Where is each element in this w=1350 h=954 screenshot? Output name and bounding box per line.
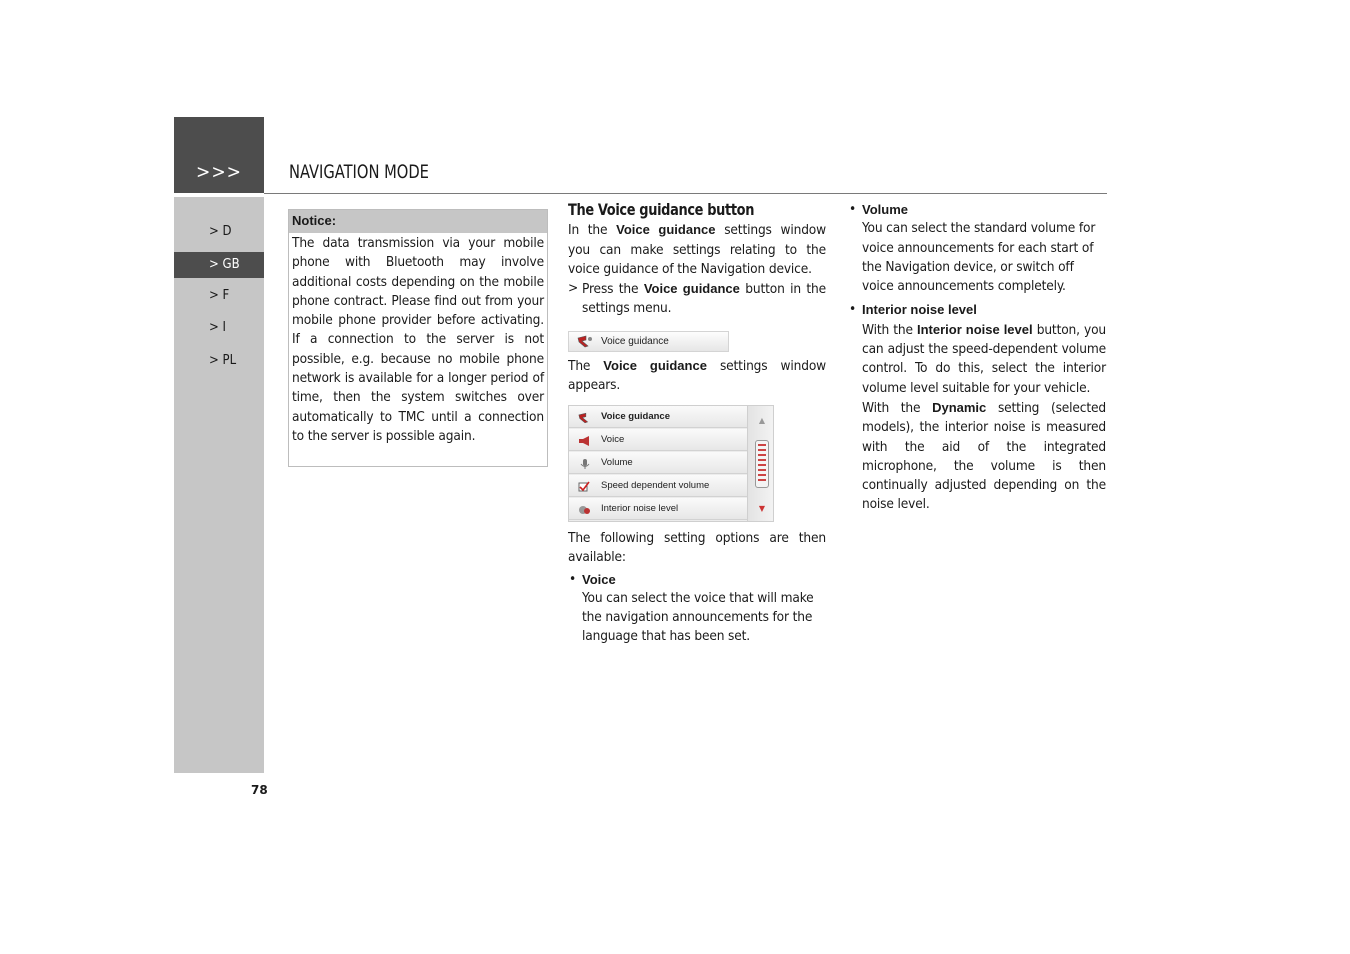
step-marker: > [568,280,579,297]
options-text-block [568,529,826,647]
bullet-interior-noise-level [848,300,1106,514]
step-bold: Voice guidance [643,281,740,297]
p2-bold: Dynamic [932,399,987,415]
bullet-paragraph-1 [862,320,1106,398]
appears-text-block [568,356,826,396]
language-sidebar [174,197,264,773]
window-row-label: Voice guidance [601,411,670,422]
right-column [848,200,1106,515]
noise-level-icon [578,503,592,522]
bullet-volume [848,200,1106,296]
section-title: The Voice guidance button [568,200,755,219]
lang-item-i[interactable]: > I [209,320,226,335]
window-row-label: Interior noise level [601,503,679,514]
appears-pre: The [568,358,591,374]
bullet-text: You can select the standard volume for voice announcements for each start of the Navigation device, or switch off voice announcements completely. [862,220,1096,295]
p1-bold: Interior noise level [916,321,1033,337]
window-row-volume [569,452,747,474]
lang-item-pl[interactable]: > PL [209,353,237,368]
scroll-up-icon: ▲ [758,416,766,425]
window-row-voice-guidance [569,406,747,428]
notice-box [288,209,548,467]
window-row-label: Volume [601,457,633,468]
notice-title: Notice: [289,210,547,233]
window-scrollbar [747,406,774,522]
sidebar-header [174,117,264,193]
lang-item-d[interactable]: > D [209,224,232,239]
bullet-dot: • [849,301,857,318]
step-instruction [568,279,826,319]
bullet-paragraph-2 [862,398,1106,515]
voice-guidance-button-image [568,331,729,352]
scroll-down-icon: ▼ [758,504,766,513]
bullet-text: You can select the voice that will make the navigation announcements for the language that has been set. [582,589,814,645]
lang-item-f[interactable]: > F [209,288,230,303]
intro-post: settings window you can make settings relating to the voice guidance of the Navigation device. [568,222,826,277]
appears-paragraph [568,356,826,396]
window-row-label: Speed dependent volume [601,480,710,491]
p2-pre: With the [862,399,921,416]
scroll-thumb [755,440,769,488]
intro-bold: Voice guidance [616,222,716,238]
middle-column [568,200,826,319]
p1-pre: With the [862,321,913,338]
options-paragraph: The following setting options are then available: [568,530,826,566]
page-title: NAVIGATION MODE [289,161,429,183]
voice-guidance-icon [577,335,593,355]
window-row-voice [569,429,747,451]
page-number: 78 [251,783,268,797]
window-row-speed-dependent-volume [569,475,747,497]
bullet-title: Interior noise level [862,302,977,318]
bullet-title: Volume [862,202,908,217]
intro-paragraph [568,220,826,279]
chevrons-icon: >>> [196,161,242,183]
step-pre: Press the [582,281,639,298]
header-divider [264,193,1107,194]
appears-post: settings window appears. [568,358,826,394]
bullet-dot: • [849,201,857,217]
p2-post: setting (selected models), the interior noise is measured with the aid of the integrated microphone, the volume is then continually adjusted depending on the noise level. [862,399,1106,513]
window-row-label: Voice [601,434,625,445]
bullet-title: Voice [582,571,616,587]
step-post: button in the settings menu. [582,281,826,317]
appears-bold: Voice guidance [603,358,707,373]
bullet-voice [568,570,826,647]
window-row-interior-noise-level [569,498,747,520]
voice-guidance-button-label: Voice guidance [601,336,669,347]
p1-post: button, you can adjust the speed-dependent volume control. To do this, select the interior volume level suitable for your vehicle. [862,321,1107,396]
voice-guidance-window-image [568,405,774,522]
bullet-dot: • [569,570,577,587]
intro-pre: In the [568,222,608,239]
lang-item-gb[interactable]: > GB [174,252,264,278]
notice-text: The data transmission via your mobile phone with Bluetooth may involve additional costs depending on the mobile phone contract. Please find out from your mobile phone provider before activating. If a connection to the server is not possible, e.g. because no mobile phone network is available for a longer period of time, then the system switches over automatically to TMC until a connection to the server is possible again. [292,235,544,444]
